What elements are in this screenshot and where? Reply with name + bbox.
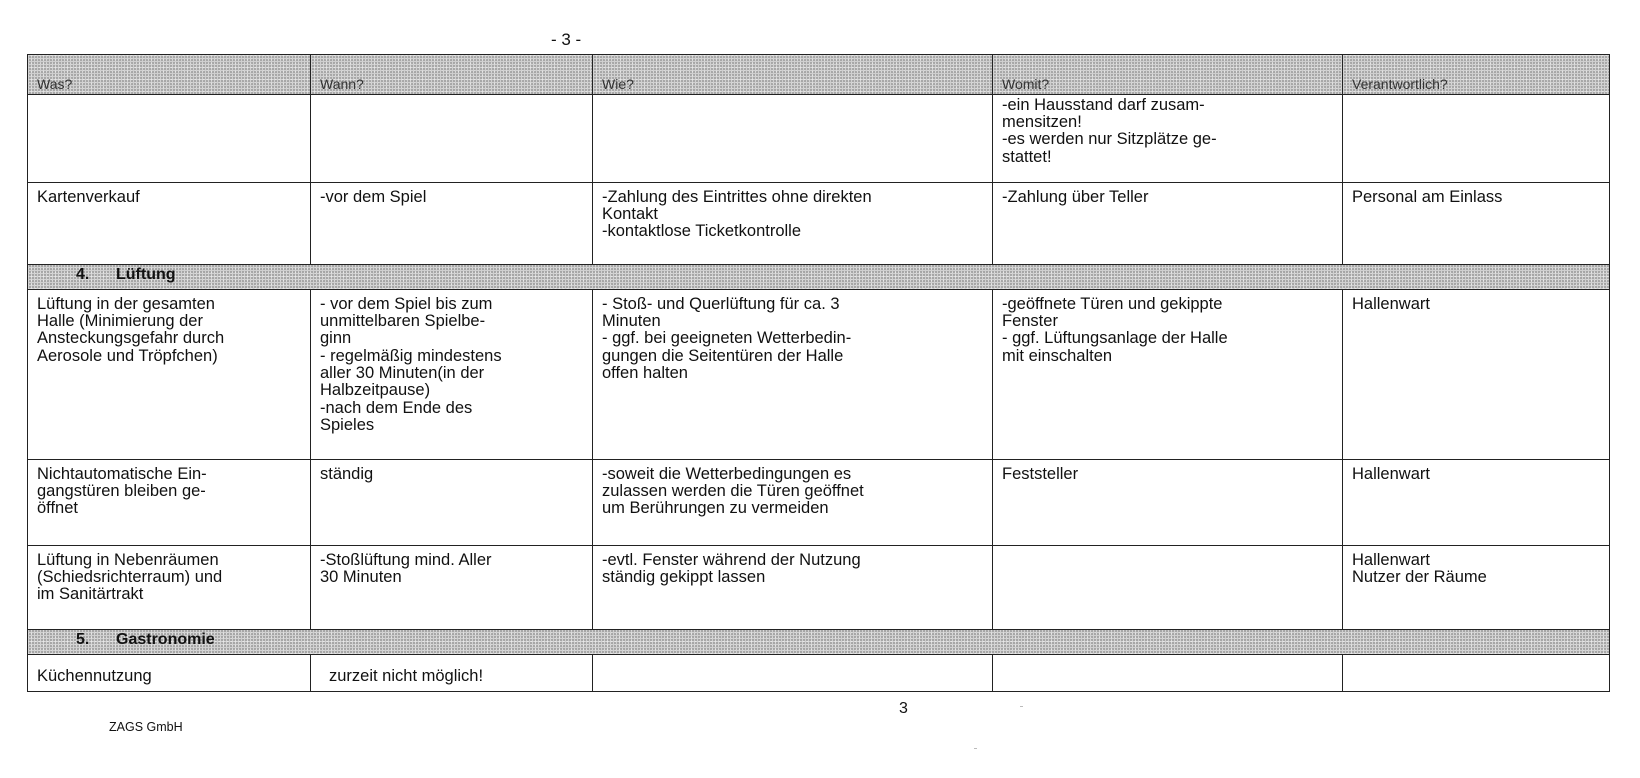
cell-wie: -evtl. Fenster während der Nutzung ständig gekippt lassen <box>593 545 993 629</box>
header-womit: Womit? <box>993 55 1343 95</box>
section-number: 4. <box>76 265 90 283</box>
cell-wann: ständig <box>311 459 593 545</box>
section-title: Lüftung <box>116 265 176 283</box>
section-number: 5. <box>76 630 90 648</box>
cell-was: Lüftung in Nebenräumen (Schiedsrichterraum) und im Sanitärtrakt <box>28 545 311 629</box>
cell-wie <box>593 654 993 691</box>
cell-wann: -Stoßlüftung mind. Aller 30 Minuten <box>311 545 593 629</box>
cell-was: Kartenverkauf <box>28 182 311 264</box>
cell-was: Küchennutzung <box>28 654 311 691</box>
table-header-row <box>28 55 1610 95</box>
cell-womit: Feststeller <box>993 459 1343 545</box>
section-title: Gastronomie <box>116 630 215 648</box>
scan-speck <box>974 748 977 749</box>
cell-was: Nichtautomatische Ein- gangstüren bleiben ge- öffnet <box>28 459 311 545</box>
table-row <box>28 182 1610 264</box>
cell-womit: -geöffnete Türen und gekippte Fenster - ggf. Lüftungsanlage der Halle mit einschalten <box>993 289 1343 459</box>
page-number-bottom: 3 <box>899 700 908 717</box>
table-row <box>28 654 1610 691</box>
scan-speck <box>1020 706 1023 707</box>
cell-wie: -Zahlung des Eintrittes ohne direkten Kontakt -kontaktlose Ticketkontrolle <box>593 182 993 264</box>
measures-table <box>27 54 1610 692</box>
cell-wie: -soweit die Wetterbedingungen es zulassen werden die Türen geöffnet um Berührungen zu vermeiden <box>593 459 993 545</box>
cell-verantwortlich <box>1343 94 1610 182</box>
cell-verantwortlich: Hallenwart <box>1343 289 1610 459</box>
section-header-gastronomie <box>28 629 1610 654</box>
cell-verantwortlich <box>1343 654 1610 691</box>
cell-wann <box>311 94 593 182</box>
cell-wann: - vor dem Spiel bis zum unmittelbaren Spielbe- ginn - regelmäßig mindestens aller 30 Minuten(in der Halbzeitpause) -nach dem Ende des Spieles <box>311 289 593 459</box>
table-row <box>28 545 1610 629</box>
cell-wann: zurzeit nicht möglich! <box>311 654 593 691</box>
header-was: Was? <box>28 55 311 95</box>
table-row <box>28 94 1610 182</box>
cell-womit: -Zahlung über Teller <box>993 182 1343 264</box>
cell-wann: -vor dem Spiel <box>311 182 593 264</box>
table-row <box>28 459 1610 545</box>
cell-was: Lüftung in der gesamten Halle (Minimierung der Ansteckungsgefahr durch Aerosole und Tröpfchen) <box>28 289 311 459</box>
table-row <box>28 289 1610 459</box>
cell-wie <box>593 94 993 182</box>
cell-verantwortlich: Hallenwart <box>1343 459 1610 545</box>
header-wie: Wie? <box>593 55 993 95</box>
cell-verantwortlich: Hallenwart Nutzer der Räume <box>1343 545 1610 629</box>
section-header-lueftung <box>28 264 1610 289</box>
cell-verantwortlich: Personal am Einlass <box>1343 182 1610 264</box>
cell-was <box>28 94 311 182</box>
cell-wie: - Stoß- und Querlüftung für ca. 3 Minuten - ggf. bei geeigneten Wetterbedin- gungen die Seitentüren der Halle offen halten <box>593 289 993 459</box>
header-verantwortlich: Verantwortlich? <box>1343 55 1610 95</box>
header-wann: Wann? <box>311 55 593 95</box>
cell-womit: -ein Hausstand darf zusam- mensitzen! -es werden nur Sitzplätze ge- stattet! <box>993 94 1343 182</box>
footer-company-name: ZAGS GmbH <box>109 720 183 734</box>
cell-womit <box>993 545 1343 629</box>
page-number-top: - 3 - <box>551 30 582 49</box>
cell-womit <box>993 654 1343 691</box>
